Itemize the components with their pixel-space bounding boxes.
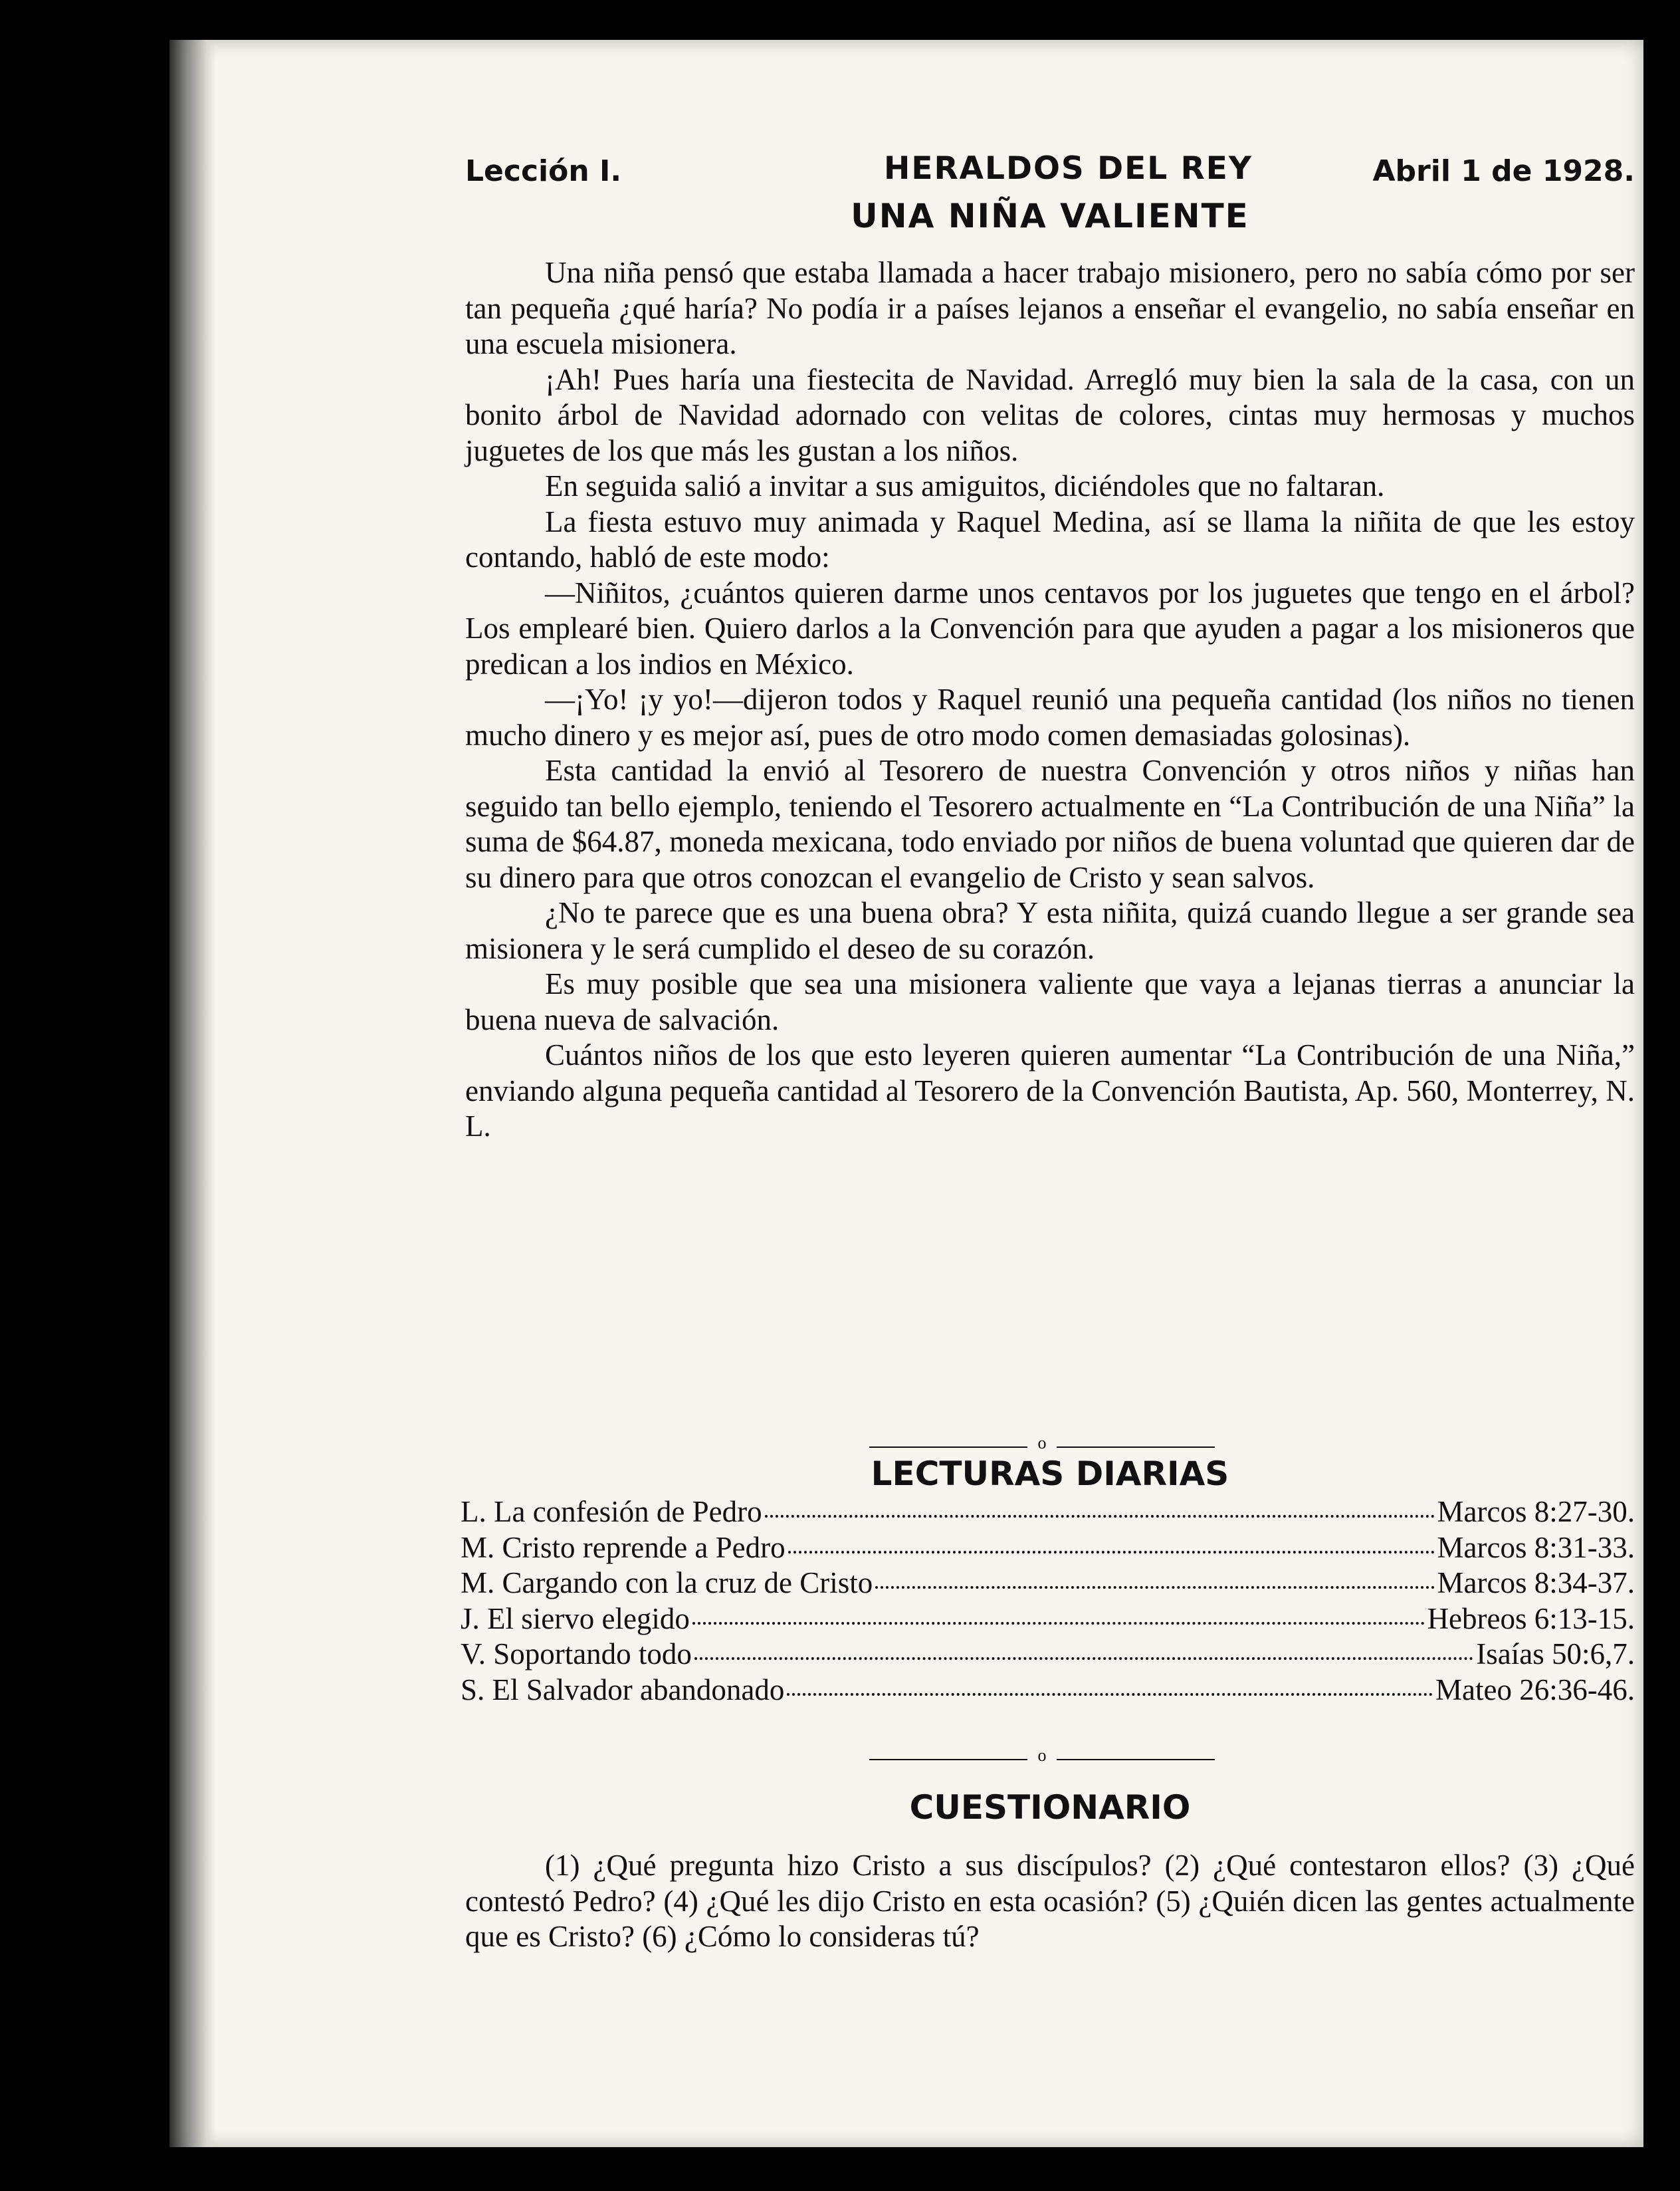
reading-row: [461, 1672, 1635, 1708]
leader-dots: [787, 1692, 1433, 1696]
questionnaire-body: [465, 1848, 1635, 1955]
reading-label: M. Cristo reprende a Pedro: [461, 1530, 786, 1564]
reading-label: J. El siervo elegido: [461, 1601, 690, 1635]
reading-reference: Hebreos 6:13-15.: [1427, 1601, 1635, 1635]
questionnaire-title: CUESTIONARIO: [909, 1788, 1191, 1827]
reading-reference: Marcos 8:27-30.: [1437, 1495, 1635, 1528]
lesson-number: Lección I.: [465, 154, 622, 188]
leader-dots: [788, 1550, 1435, 1554]
questionnaire-text: (1) ¿Qué pregunta hizo Cristo a sus discípulos? (2) ¿Qué contestaron ellos? (3) ¿Qué contestó Pedro? (4) ¿Qué les dijo Cristo en esta ocasión? (5) ¿Quién dicen las gentes actualmente que es Cristo? (6) ¿Cómo lo consideras tú?: [465, 1849, 1635, 1953]
leader-dots: [765, 1514, 1435, 1518]
publication-name: HERALDOS DEL REY: [884, 150, 1253, 187]
story-title: UNA NIÑA VALIENTE: [851, 197, 1249, 235]
leader-dots: [692, 1621, 1425, 1625]
reading-row: [461, 1494, 1635, 1530]
leader-dots: [694, 1657, 1473, 1660]
story-paragraph: ¡Ah! Pues haría una fiestecita de Navidad. Arregló muy bien la sala de la casa, con un bonito árbol de Navidad adornado con velitas de colores, cintas muy hermosas y muchos juguetes de los que más les gustan a los niños.: [465, 362, 1635, 467]
reading-label: V. Soportando todo: [461, 1637, 692, 1671]
story-paragraph: En seguida salió a invitar a sus amiguitos, diciéndoles que no faltaran.: [545, 469, 1385, 503]
reading-reference: Mateo 26:36-46.: [1435, 1672, 1635, 1706]
divider-mark: o: [1037, 1746, 1047, 1765]
reading-reference: Marcos 8:31-33.: [1437, 1530, 1635, 1564]
reading-row: [461, 1530, 1635, 1566]
story-paragraph: Cuántos niños de los que esto leyeren quieren aumentar “La Contribución de una Niña,” enviando alguna pequeña cantidad al Tesorero de la Convención Bautista, Ap. 560, Monterrey, N. L.: [465, 1038, 1635, 1143]
issue-date: Abril 1 de 1928.: [1372, 154, 1635, 188]
reading-reference: Marcos 8:34-37.: [1437, 1566, 1635, 1599]
story-paragraph: —¡Yo! ¡y yo!—dijeron todos y Raquel reunió una pequeña cantidad (los niños no tienen mucho dinero y es mejor así, pues de otro modo comen demasiadas golosinas).: [465, 683, 1635, 752]
leader-dots: [875, 1585, 1434, 1589]
story-body: [465, 255, 1635, 1145]
reading-label: L. La confesión de Pedro: [461, 1495, 762, 1528]
page-binding-shadow: [169, 40, 216, 2147]
reading-reference: Isaías 50:6,7.: [1476, 1637, 1635, 1671]
reading-label: M. Cargando con la cruz de Cristo: [461, 1566, 873, 1599]
story-paragraph: Una niña pensó que estaba llamada a hacer trabajo misionero, pero no sabía cómo por ser tan pequeña ¿qué haría? No podía ir a países lejanos a enseñar el evangelio, no sabía enseñar en una escuela misionera.: [465, 256, 1635, 360]
reading-row: [461, 1565, 1635, 1601]
page-header: [465, 148, 1635, 194]
readings-title: LECTURAS DIARIAS: [871, 1454, 1229, 1493]
story-paragraph: La fiesta estuvo muy animada y Raquel Medina, así se llama la niñita de que les estoy contando, habló de este modo:: [465, 505, 1635, 574]
readings-list: [461, 1494, 1635, 1708]
reading-label: S. El Salvador abandonado: [461, 1672, 785, 1706]
story-paragraph: —Niñitos, ¿cuántos quieren darme unos centavos por los juguetes que tengo en el árbol? Los emplearé bien. Quiero darlos a la Convención para que ayuden a pagar a los misioneros que predican a los indios en México.: [465, 576, 1635, 681]
reading-row: [461, 1601, 1635, 1637]
section-divider: [869, 1746, 1215, 1772]
story-paragraph: Esta cantidad la envió al Tesorero de nuestra Convención y otros niños y niñas han seguido tan bello ejemplo, teniendo el Tesorero actualmente en “La Contribución de una Niña” la suma de $64.87, moneda mexicana, todo enviado por niños de buena voluntad que quieren dar de su dinero para que otros conozcan el evangelio de Cristo y sean salvos.: [465, 754, 1635, 894]
story-paragraph: ¿No te parece que es una buena obra? Y esta niñita, quizá cuando llegue a ser grande sea misionera y le será cumplido el deseo de su corazón.: [465, 896, 1635, 965]
reading-row: [461, 1637, 1635, 1672]
divider-mark: o: [1037, 1433, 1047, 1452]
story-paragraph: Es muy posible que sea una misionera valiente que vaya a lejanas tierras a anunciar la buena nueva de salvación.: [465, 967, 1635, 1036]
